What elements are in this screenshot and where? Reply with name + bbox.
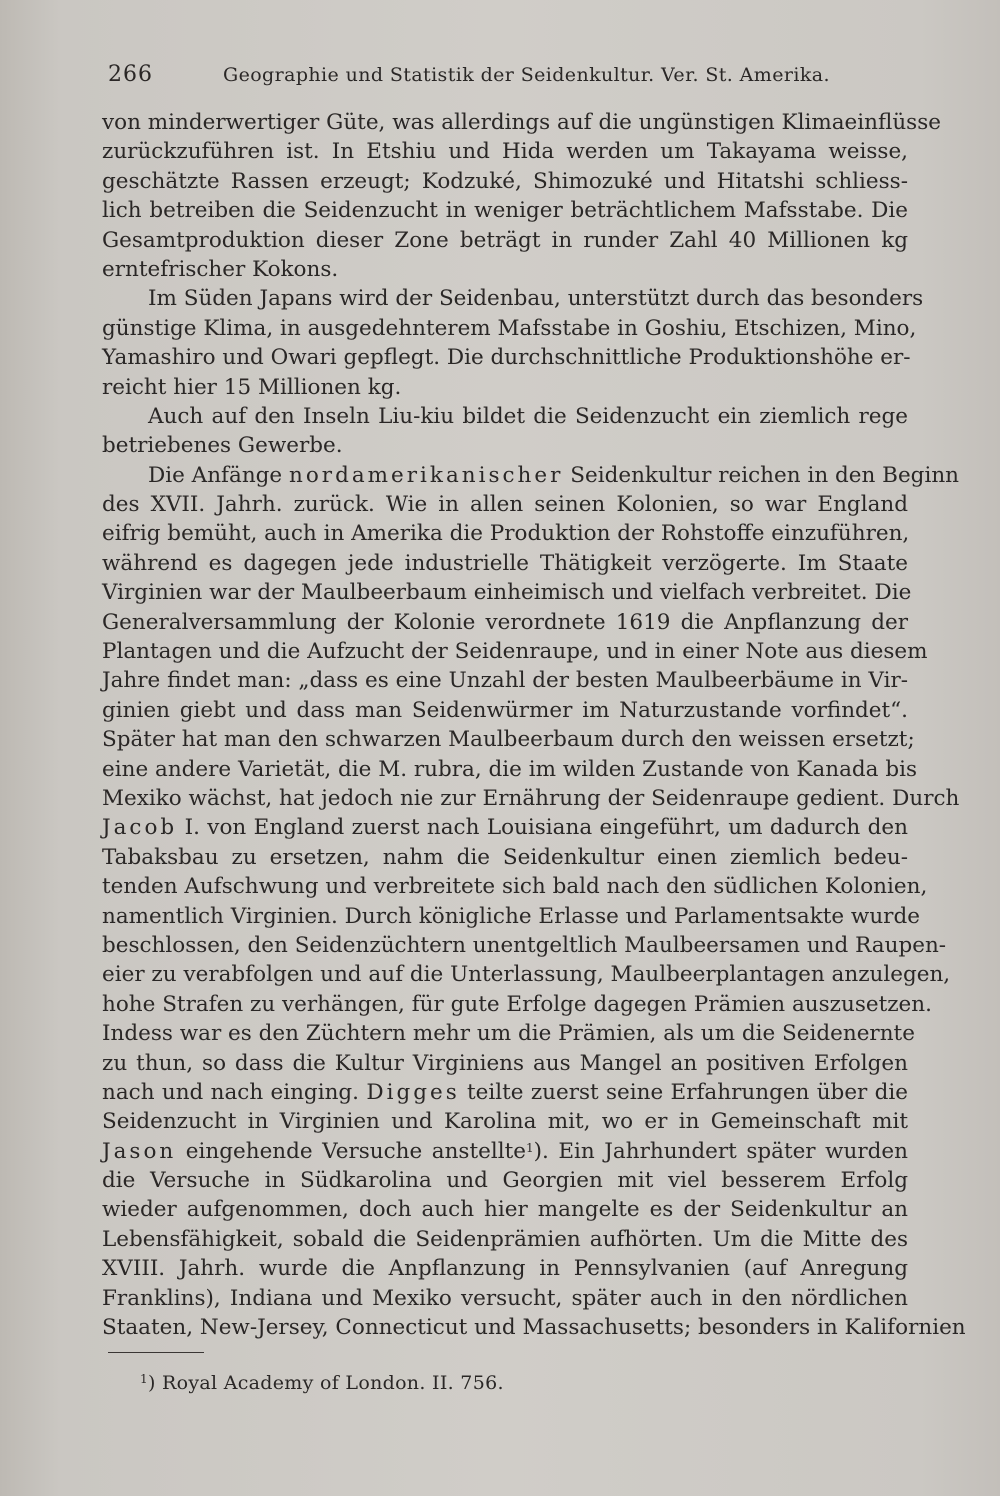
text-line: Generalversammlung der Kolonie verordnete 1619 die Anpflanzung der: [102, 609, 908, 635]
text-line: Staaten, New-Jersey, Connecticut und Massachusetts; besonders in Kalifornien: [102, 1315, 966, 1341]
text-segment: Seidenkultur reichen in den Beginn: [563, 462, 960, 488]
text-line: Seidenzucht in Virginien und Karolina mit, wo er in Gemeinschaft mit: [102, 1109, 908, 1135]
text-line: betriebenes Gewerbe.: [102, 433, 343, 459]
text-line: Indess war es den Züchtern mehr um die Prämien, als um die Seidenernte: [102, 1021, 915, 1047]
text-line: während es dagegen jede industrielle Thätigkeit verzögerte. Im Staate: [102, 550, 908, 576]
text-line: eifrig bemüht, auch in Amerika die Produktion der Rohstoffe einzuführen,: [102, 521, 910, 547]
text-line: [102, 1078, 908, 1107]
text-line: lich betreiben die Seidenzucht in weniger beträchtlichem Mafsstabe. Die: [102, 198, 908, 224]
text-line: reicht hier 15 Millionen kg.: [102, 374, 402, 400]
text-line: Gesamtproduktion dieser Zone beträgt in runder Zahl 40 Millionen kg: [102, 227, 908, 253]
text-line: Jahre findet man: „dass es eine Unzahl der besten Maulbeerbäume in Vir-: [102, 668, 908, 694]
text-line: Später hat man den schwarzen Maulbeerbaum durch den weissen ersetzt;: [102, 727, 915, 753]
text-segment: Die Anfänge: [148, 462, 289, 488]
text-line: von minderwertiger Güte, was allerdings auf die ungünstigen Klimaeinflüsse: [102, 110, 941, 135]
text-line: [102, 1137, 908, 1166]
text-segment: eingehende Versuche anstellte: [176, 1138, 526, 1164]
text-line: Plantagen und die Aufzucht der Seidenraupe, und in einer Note aus diesem: [102, 639, 928, 665]
spaced-emphasis: nordamerikanischer: [289, 462, 564, 488]
text-line: beschlossen, den Seidenzüchtern unentgeltlich Maulbeersamen und Raupen-: [102, 932, 947, 958]
text-line: Yamashiro und Owari gepflegt. Die durchschnittliche Produktionshöhe er-: [102, 345, 911, 371]
text-line: die Versuche in Südkarolina und Georgien mit viel besserem Erfolg: [102, 1168, 908, 1194]
spaced-emphasis: Digges: [366, 1079, 460, 1105]
page-number: 266: [108, 62, 153, 87]
text-line: ginien giebt und dass man Seidenwürmer im Naturzustande vorfindet“.: [102, 697, 908, 723]
body-text: [102, 108, 966, 1342]
text-line: [102, 461, 960, 490]
text-segment: teilte zuerst seine Erfahrungen über die: [459, 1079, 908, 1105]
text-line: wieder aufgenommen, doch auch hier mangelte es der Seidenkultur an: [102, 1197, 908, 1223]
text-line: tenden Aufschwung und verbreitete sich bald nach den südlichen Kolonien,: [102, 874, 928, 900]
text-line: zurückzuführen ist. In Etshiu und Hida werden um Takayama weisse,: [102, 139, 908, 165]
text-line: [102, 813, 908, 842]
text-line: eier zu verabfolgen und auf die Unterlassung, Maulbeerplantagen anzulegen,: [102, 962, 951, 988]
text-line: hohe Strafen zu verhängen, für gute Erfolge dagegen Prämien auszusetzen.: [102, 991, 932, 1017]
text-line: geschätzte Rassen erzeugt; Kodzuké, Shimozuké und Hitatshi schliess-: [102, 168, 908, 194]
text-segment: nach und nach einging.: [102, 1079, 367, 1105]
spaced-emphasis: Jacob: [102, 815, 178, 841]
text-line: Tabaksbau zu ersetzen, nahm die Seidenkultur einen ziemlich bedeu-: [102, 844, 908, 870]
spaced-emphasis: Jason: [102, 1138, 177, 1164]
running-head: Geographie und Statistik der Seidenkultur. Ver. St. Amerika.: [223, 64, 830, 86]
footnote-marker: 1: [140, 1372, 148, 1386]
page-header: [108, 62, 898, 92]
text-line: Lebensfähigkeit, sobald die Seidenprämien aufhörten. Um die Mitte des: [102, 1226, 908, 1252]
text-line: Auch auf den Inseln Liu-kiu bildet die Seidenzucht ein ziemlich rege: [148, 403, 908, 429]
text-line: erntefrischer Kokons.: [102, 256, 339, 282]
text-line: Im Süden Japans wird der Seidenbau, unterstützt durch das besonders: [148, 286, 924, 312]
text-line: Virginien war der Maulbeerbaum einheimisch und vielfach verbreitet. Die: [102, 580, 912, 606]
text-line: eine andere Varietät, die M. rubra, die im wilden Zustande von Kanada bis: [102, 756, 918, 782]
footnote: [140, 1372, 504, 1394]
text-line: Franklins), Indiana und Mexiko versucht, später auch in den nördlichen: [102, 1285, 908, 1311]
text-line: XVIII. Jahrh. wurde die Anpflanzung in Pennsylvanien (auf Anregung: [102, 1256, 908, 1282]
text-line: günstige Klima, in ausgedehnterem Mafsstabe in Goshiu, Etschizen, Mino,: [102, 315, 917, 341]
text-segment: ). Ein Jahrhundert später wurden: [533, 1138, 908, 1164]
footnote-divider: [108, 1352, 204, 1353]
text-line: Mexiko wächst, hat jedoch nie zur Ernährung der Seidenraupe gedient. Durch: [102, 785, 960, 811]
text-line: namentlich Virginien. Durch königliche Erlasse und Parlamentsakte wurde: [102, 903, 920, 929]
text-segment: I. von England zuerst nach Louisiana eingeführt, um dadurch den: [177, 815, 908, 841]
footnote-text: ) Royal Academy of London. II. 756.: [147, 1372, 504, 1394]
footnote-reference: 1: [525, 1140, 534, 1155]
text-line: des XVII. Jahrh. zurück. Wie in allen seinen Kolonien, so war England: [102, 492, 908, 518]
text-line: zu thun, so dass die Kultur Virginiens aus Mangel an positiven Erfolgen: [102, 1050, 908, 1076]
